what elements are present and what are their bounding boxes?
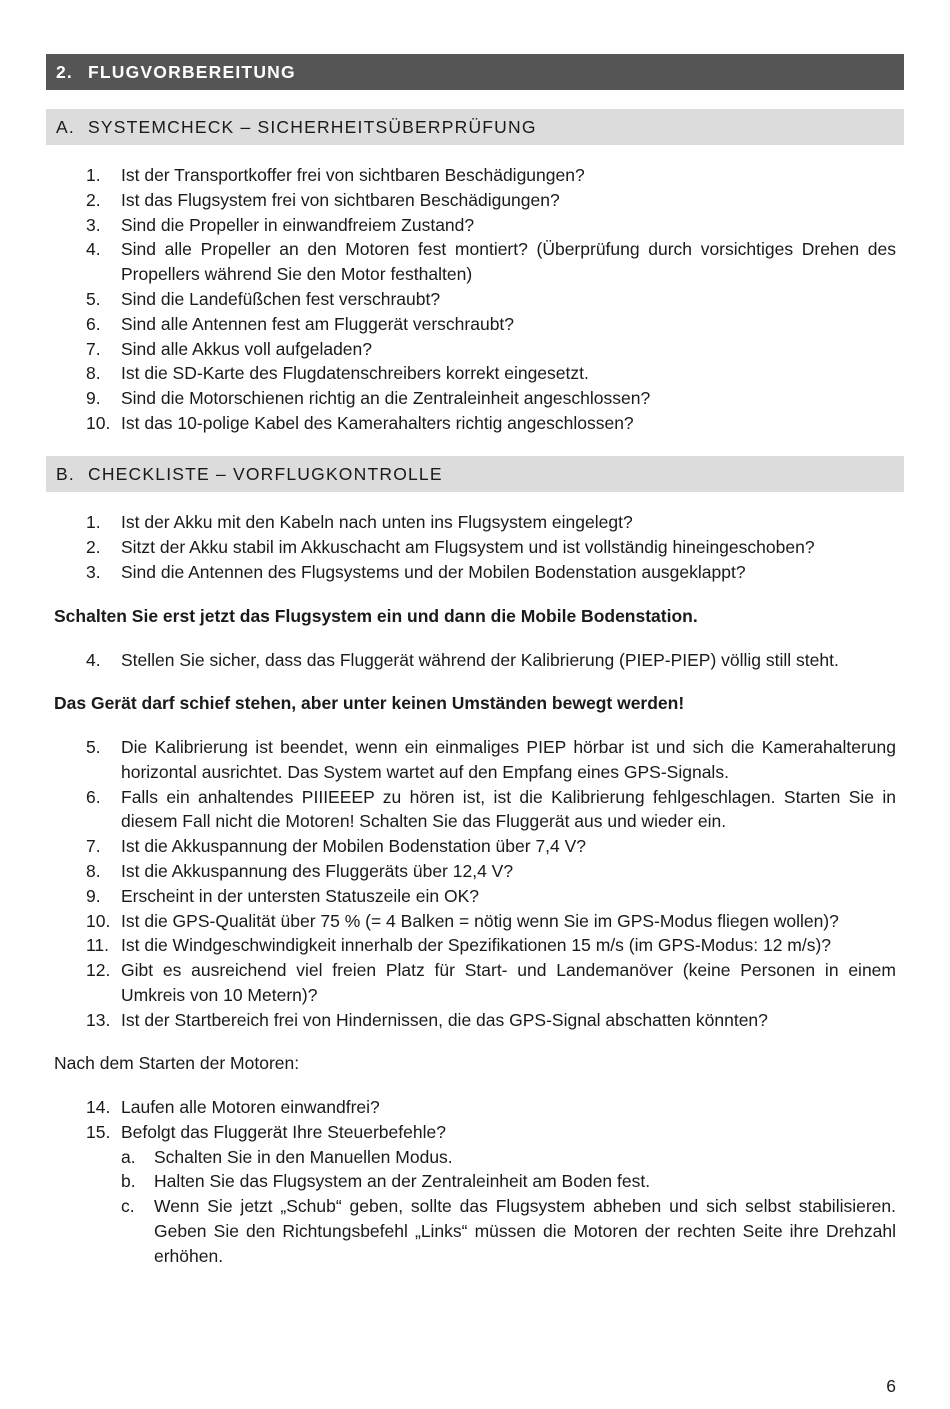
vorflug-list-2 bbox=[0, 648, 950, 673]
list-item bbox=[0, 411, 950, 436]
list-item bbox=[0, 163, 950, 188]
item-number: 15. bbox=[86, 1121, 111, 1142]
list-item bbox=[0, 933, 950, 958]
vorflug-list-3 bbox=[0, 735, 950, 1033]
item-text: Die Kalibrierung ist beendet, wenn ein einmaliges PIEP hörbar ist und sich die Kamerahalterung horizontal ausrichtet. Das System wartet auf den Empfang eines GPS-Signals. bbox=[121, 737, 896, 782]
item-number: 1. bbox=[86, 512, 101, 532]
list-item bbox=[0, 1008, 950, 1033]
item-text: Befolgt das Fluggerät Ihre Steuerbefehle? bbox=[121, 1121, 446, 1142]
item-number: 9. bbox=[86, 885, 101, 906]
item-text: Sind die Landefüßchen fest verschraubt? bbox=[121, 288, 441, 309]
list-item bbox=[0, 213, 950, 238]
item-number: 13. bbox=[86, 1009, 111, 1030]
item-number: 10. bbox=[86, 412, 111, 433]
list-item bbox=[0, 361, 950, 386]
list-item bbox=[0, 859, 950, 884]
item-text: Laufen alle Motoren einwandfrei? bbox=[121, 1097, 380, 1117]
list-item bbox=[0, 386, 950, 411]
item-text: Gibt es ausreichend viel freien Platz für Start- und Landemanöver (keine Personen in einem Umkreis von 10 Metern)? bbox=[121, 960, 896, 1005]
list-item bbox=[0, 287, 950, 312]
list-item bbox=[0, 535, 950, 560]
sub-list-item bbox=[0, 1169, 950, 1194]
item-number: 2. bbox=[86, 189, 101, 210]
list-item bbox=[0, 560, 950, 585]
item-number: 14. bbox=[86, 1097, 111, 1117]
list-item bbox=[0, 884, 950, 909]
list-item bbox=[0, 1120, 950, 1145]
subsection-a-letter: A. bbox=[56, 117, 75, 137]
item-text: Ist das Flugsystem frei von sichtbaren Beschädigungen? bbox=[121, 189, 560, 210]
subsection-b-heading bbox=[46, 456, 904, 492]
item-text: Sitzt der Akku stabil im Akkuschacht am Flugsystem und ist vollständig hineingeschoben? bbox=[121, 536, 815, 557]
list-item bbox=[0, 958, 950, 1008]
item-text: Sind alle Propeller an den Motoren fest montiert? (Überprüfung durch vorsichtiges Drehen des Propellers während Sie den Motor festhalten) bbox=[121, 239, 896, 285]
list-item bbox=[0, 735, 950, 785]
list-item bbox=[0, 834, 950, 859]
bold-note-no-movement: Das Gerät darf schief stehen, aber unter keinen Umständen bewegt werden! bbox=[54, 693, 685, 713]
section-number: 2. bbox=[56, 62, 73, 82]
item-number: 2. bbox=[86, 536, 101, 557]
item-text: Ist der Akku mit den Kabeln nach unten ins Flugsystem eingelegt? bbox=[121, 512, 633, 532]
item-text: Stellen Sie sicher, dass das Fluggerät während der Kalibrierung (PIEP-PIEP) völlig still steht. bbox=[121, 650, 839, 670]
item-text: Ist das 10-polige Kabel des Kamerahalters richtig angeschlossen? bbox=[121, 412, 634, 433]
item-number: 7. bbox=[86, 836, 101, 857]
item-text: Sind die Motorschienen richtig an die Zentraleinheit angeschlossen? bbox=[121, 388, 651, 409]
sub-item-letter: b. bbox=[121, 1171, 136, 1192]
sub-item-letter: a. bbox=[121, 1146, 136, 1167]
item-number: 8. bbox=[86, 860, 101, 881]
sub-item-text: Schalten Sie in den Manuellen Modus. bbox=[154, 1146, 453, 1167]
item-text: Sind die Antennen des Flugsystems und der Mobilen Bodenstation ausgeklappt? bbox=[121, 561, 746, 582]
item-text: Erscheint in der untersten Statuszeile ein OK? bbox=[121, 885, 479, 906]
item-number: 9. bbox=[86, 388, 101, 409]
page-number: 6 bbox=[886, 1376, 896, 1396]
item-number: 8. bbox=[86, 363, 101, 384]
list-item bbox=[0, 237, 950, 287]
list-item bbox=[0, 188, 950, 213]
vorflug-list-4 bbox=[0, 1095, 950, 1269]
item-text: Sind die Propeller in einwandfreiem Zustand? bbox=[121, 214, 475, 235]
item-number: 4. bbox=[86, 239, 101, 260]
bold-note-switch-on: Schalten Sie erst jetzt das Flugsystem ein und dann die Mobile Bodenstation. bbox=[54, 606, 698, 626]
item-text: Ist die Akkuspannung des Fluggeräts über 12,4 V? bbox=[121, 860, 514, 881]
item-number: 12. bbox=[86, 960, 111, 981]
sub-list-item bbox=[0, 1194, 950, 1268]
item-number: 6. bbox=[86, 313, 101, 334]
item-text: Ist die Windgeschwindigkeit innerhalb der Spezifikationen 15 m/s (im GPS-Modus: 12 m/s)? bbox=[121, 935, 832, 956]
systemcheck-list bbox=[0, 163, 950, 436]
item-text: Sind alle Antennen fest am Fluggerät verschraubt? bbox=[121, 313, 515, 334]
item-number: 6. bbox=[86, 786, 101, 807]
item-number: 3. bbox=[86, 214, 101, 235]
list-item bbox=[0, 909, 950, 934]
sub-list-item bbox=[0, 1145, 950, 1170]
item-number: 5. bbox=[86, 288, 101, 309]
item-text: Ist die GPS-Qualität über 75 % (= 4 Balken = nötig wenn Sie im GPS-Modus fliegen wollen)? bbox=[121, 910, 839, 931]
item-number: 1. bbox=[86, 165, 101, 185]
item-number: 11. bbox=[86, 935, 110, 956]
list-item bbox=[0, 648, 950, 673]
item-number: 7. bbox=[86, 338, 101, 359]
item-text: Ist die SD-Karte des Flugdatenschreibers korrekt eingesetzt. bbox=[121, 363, 589, 384]
item-text: Falls ein anhaltendes PIIIEEEP zu hören ist, ist die Kalibrierung fehlgeschlagen. Starten Sie in diesem Fall nicht die Motoren! Schalten Sie das Fluggerät aus und wieder ein. bbox=[121, 786, 896, 832]
list-item bbox=[0, 337, 950, 362]
subsection-b-letter: B. bbox=[56, 464, 75, 484]
list-item bbox=[0, 312, 950, 337]
note-after-motor-start: Nach dem Starten der Motoren: bbox=[54, 1053, 300, 1073]
list-item bbox=[0, 510, 950, 535]
list-item bbox=[0, 1095, 950, 1120]
list-item bbox=[0, 785, 950, 835]
subsection-b-title: CHECKLISTE – VORFLUGKONTROLLE bbox=[88, 464, 443, 484]
item-text: Ist der Transportkoffer frei von sichtbaren Beschädigungen? bbox=[121, 165, 585, 185]
vorflug-list-1 bbox=[0, 510, 950, 584]
item-number: 4. bbox=[86, 650, 101, 670]
section-title: FLUGVORBEREITUNG bbox=[88, 62, 296, 82]
section-heading bbox=[46, 54, 904, 90]
item-number: 5. bbox=[86, 737, 101, 757]
subsection-a-heading bbox=[46, 109, 904, 145]
sub-item-text: Halten Sie das Flugsystem an der Zentraleinheit am Boden fest. bbox=[154, 1171, 651, 1192]
item-number: 10. bbox=[86, 910, 111, 931]
item-text: Sind alle Akkus voll aufgeladen? bbox=[121, 338, 373, 359]
item-text: Ist die Akkuspannung der Mobilen Bodenstation über 7,4 V? bbox=[121, 836, 587, 857]
item-number: 3. bbox=[86, 561, 101, 582]
sub-item-letter: c. bbox=[121, 1196, 135, 1217]
item-text: Ist der Startbereich frei von Hindernissen, die das GPS-Signal abschatten könnten? bbox=[121, 1009, 768, 1030]
subsection-a-title: SYSTEMCHECK – SICHERHEITSÜBERPRÜFUNG bbox=[88, 117, 537, 137]
sub-item-text: Wenn Sie jetzt „Schub“ geben, sollte das Flugsystem abheben und sich selbst stabilisieren. Geben Sie den Richtungsbefehl „Links“ müssen die Motoren der rechten Seite ihre Drehzahl erhöhen. bbox=[154, 1196, 896, 1266]
